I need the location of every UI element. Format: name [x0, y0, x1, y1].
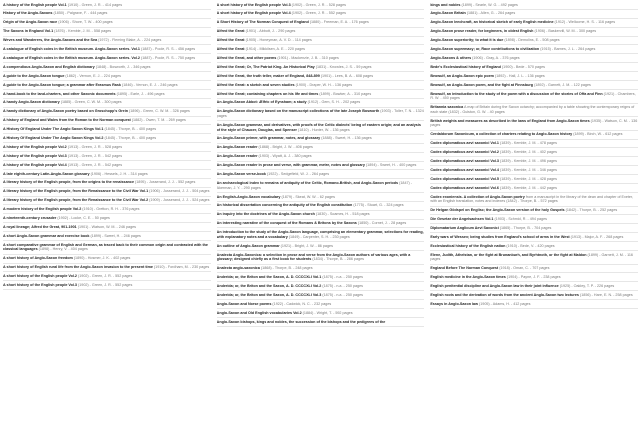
- book-entry[interactable]: [430, 224, 638, 233]
- book-meta: (1910) - Bede, V. - 420 pages: [506, 243, 555, 248]
- book-title-link[interactable]: A short comparative grammar of English and German, as traced back to their common origin and contrasted with the classical languages: [3, 242, 208, 252]
- book-entry[interactable]: [3, 170, 211, 179]
- book-entry[interactable]: [217, 318, 425, 327]
- book-column-right: [430, 1, 638, 441]
- book-meta: (1913) - Major, A. F. - 268 pages: [570, 234, 624, 239]
- book-entry[interactable]: [3, 161, 211, 170]
- book-meta: (1846) - Vernon, E. J. - 246 pages: [121, 82, 178, 87]
- book-title-link[interactable]: A Short History of The Norman Conquest of England: [216, 20, 309, 25]
- book-entry[interactable]: [3, 81, 211, 90]
- book-title-link[interactable]: Anderida; or, the Briton and the Saxon, A. D. CCCCXLI Vol.1: [216, 275, 322, 280]
- book-entry[interactable]: [430, 140, 638, 149]
- book-meta: (1910) - Gretton, R. H. - 376 pages: [82, 207, 140, 212]
- book-entry[interactable]: [3, 152, 211, 161]
- book-title-link[interactable]: An English-Anglo-Saxon vocabulary: [216, 194, 281, 199]
- book-title-link[interactable]: Codex diplomaticus aevi saxonici Vol.5: [430, 176, 499, 181]
- book-title-link[interactable]: A royal lineage; Alfred the Great, 901-1901: [3, 224, 77, 229]
- book-meta: (1856) - Hare, E. N. - 258 pages: [579, 292, 633, 297]
- book-title-link[interactable]: A literary history of the English people, from the Renaissance to the Civil War Vol.2: [3, 198, 149, 203]
- book-title-link[interactable]: Codex diplomaticus aevi saxonici Vol.1: [430, 141, 499, 146]
- book-meta: (1892) - Garnett, J. M. - 122 pages: [534, 82, 591, 87]
- book-entry[interactable]: [430, 157, 638, 166]
- book-entry[interactable]: [217, 99, 425, 108]
- book-entry[interactable]: [217, 162, 425, 171]
- book-title-link[interactable]: Cerdaldorum Saxonicum, a collection of charters relating to Anglo-Saxon history: [430, 132, 573, 137]
- book-entry[interactable]: [217, 251, 425, 265]
- book-meta: (1901) - Lees, B. A. - 608 pages: [320, 73, 374, 78]
- book-title-link[interactable]: Analecta Anglo-Saxonica: a selection in prose and verse from the Anglo-Saxon authors of various ages, with a glossary; designed chiefly as a first book for students: [216, 252, 411, 262]
- book-meta: (1918) - Oman, C. - 707 pages: [499, 266, 550, 271]
- book-entry[interactable]: [430, 242, 638, 251]
- book-entry[interactable]: [430, 207, 638, 216]
- book-meta: (1882) - Owen, T. M. - 269 pages: [131, 118, 186, 123]
- book-entry[interactable]: [3, 28, 211, 37]
- book-meta: (1775) - Stuart, G. - 324 pages: [353, 203, 404, 208]
- book-entry[interactable]: [3, 197, 211, 206]
- book-title-link[interactable]: Anglo-Saxon supremacy; or, Race contributions to civilization: [430, 47, 540, 52]
- book-title-link[interactable]: Elene, Judith, Athelstan, or the fight at Brunanburh, and Byrhtnoth, or the fight at Maldon: [430, 252, 587, 257]
- book-entry[interactable]: [3, 241, 211, 255]
- book-entry[interactable]: [217, 179, 425, 193]
- book-meta: from a manuscript in the library of the dean and chapter of Exeter, with an English translation, notes and indexes (1842) - Thorpe, B. - 572 pages: [430, 194, 634, 204]
- book-meta: (1925) - Oakley, T. P. - 226 pages: [559, 283, 615, 288]
- book-entry[interactable]: [3, 205, 211, 214]
- book-meta: (1902) - Green, J. R. - 528 pages: [291, 2, 346, 7]
- book-meta: (1902) - Green, J. R. - 552 pages: [78, 282, 133, 287]
- book-title-link[interactable]: An Anglo-Saxon grammar, and derivatives, with proofs of the Celtic dialects' being of eastern origin; and an analysis of the style of Chaucer, Douglas, and Spenser: [216, 122, 421, 132]
- book-title-link[interactable]: Bede's Ecclesiastical history of England: [430, 64, 501, 69]
- book-meta: (1899) - Searle, W. G. - 492 pages: [461, 2, 518, 7]
- book-entry[interactable]: [430, 1, 638, 10]
- book-entry[interactable]: [217, 242, 425, 251]
- book-title-link[interactable]: Analecta anglo-saxonica: [216, 266, 260, 271]
- book-title-link[interactable]: England Before The Norman Conquest: [430, 266, 499, 271]
- book-meta: (1890) - Hosmer, J. K. - 402 pages: [73, 256, 131, 261]
- book-title-link[interactable]: Weves and Wanderers, the Anglo-Saxons and the Sea: [3, 38, 98, 43]
- book-meta: (1892) - Hall, J. L. - 136 pages: [494, 73, 545, 78]
- book-entry[interactable]: [430, 166, 638, 175]
- book-title-link[interactable]: Anglo-Saxon prose reader, for beginners, in oldest English: [430, 29, 534, 34]
- book-meta: (1834) - Thorpe, B. - 286 pages: [312, 257, 364, 262]
- book-entry[interactable]: [217, 81, 425, 90]
- book-meta: (1875) - n.a. - 250 pages: [322, 292, 363, 297]
- book-meta: (1901) - Watson, W. M. - 246 pages: [77, 224, 137, 229]
- book-entry[interactable]: [217, 273, 425, 282]
- book-entry[interactable]: [217, 45, 425, 54]
- book-meta: (1906) - Gray, A. - 376 pages: [472, 55, 520, 60]
- book-entry[interactable]: [3, 1, 211, 10]
- book-meta: (1906) - Shore, T. W. - 400 pages: [58, 20, 113, 25]
- book-entry[interactable]: [430, 104, 638, 118]
- book-meta: (1865) - Thorpe, B. - 704 pages: [499, 225, 552, 230]
- book-entry[interactable]: [430, 282, 638, 291]
- book-meta: (1912) - Wellcome, H. S. - 116 pages: [554, 20, 616, 25]
- book-meta: (1875) - n.a. - 250 pages: [322, 283, 363, 288]
- book-entry[interactable]: [3, 19, 211, 28]
- book-entry[interactable]: [217, 28, 425, 37]
- book-title-link[interactable]: Codex diplomaticus aevi saxonici Vol.6: [430, 185, 499, 190]
- book-entry[interactable]: [3, 188, 211, 197]
- book-meta: (1905) - Honeyman, A. V. D. - 114 pages: [245, 38, 312, 43]
- book-entry[interactable]: [3, 108, 211, 117]
- book-title-link[interactable]: Essays in Anglo-Saxon law: [430, 301, 478, 306]
- book-title-link[interactable]: The Saxons in England Vol.1: [3, 29, 54, 34]
- book-title-link[interactable]: A compendious Anglo-Saxon and English dictionary: [3, 64, 95, 69]
- book-entry[interactable]: [430, 175, 638, 184]
- book-entry[interactable]: [3, 54, 211, 63]
- book-entry[interactable]: [217, 54, 425, 63]
- book-entry[interactable]: [217, 135, 425, 144]
- book-title-link[interactable]: An Anglo-Saxon primer, with grammar, notes, and glossary: [216, 136, 321, 141]
- book-entry[interactable]: [430, 251, 638, 265]
- book-entry[interactable]: [217, 37, 425, 46]
- book-entry[interactable]: [217, 19, 425, 28]
- book-meta: (1876) - Kemble, J. M. - 558 pages: [54, 29, 112, 34]
- book-title-link[interactable]: Anderida; or, the Briton and the Saxon, A. D. CCCCXLI Vol.2: [216, 283, 322, 288]
- book-meta: (1839) - Kemble, J. M. - 402 pages: [499, 150, 557, 155]
- book-entry[interactable]: [430, 90, 638, 104]
- book-title-link[interactable]: A hand-book to the land-charters, and other Saxonic documents: [3, 91, 116, 96]
- book-meta: (1901) - Mackenzie, J. B. - 310 pages: [277, 55, 339, 60]
- book-meta: (1842) - Thorpe, B. - 252 pages: [565, 208, 618, 213]
- book-meta: (1935) - Watson, C. M. - 136 pages: [430, 118, 638, 128]
- book-entry[interactable]: [217, 309, 425, 318]
- book-title-link[interactable]: A guide to the Anglo-Saxon tongue; a grammar after Erasmus Rask: [3, 82, 121, 87]
- book-meta: (1850) - Cornet, J. - 28 pages: [357, 221, 407, 226]
- book-title-link[interactable]: An archaeological index to remains of antiquity of the Celtic, Romano-British, and Anglo-Saxon periods: [216, 180, 399, 185]
- book-title-link[interactable]: A guide to the Anglo-Saxon tongue: [3, 73, 65, 78]
- book-meta: (1906) - Jusserand, J. J. - 504 pages: [149, 189, 210, 194]
- book-meta: (1868) - Bright, J. W. - 406 pages: [258, 145, 313, 150]
- book-entry[interactable]: [217, 153, 425, 162]
- book-meta: (1839) - Kemble, J. M. - 346 pages: [499, 167, 557, 172]
- book-meta: (1862) - Vernon, E. J. - 224 pages: [65, 73, 121, 78]
- book-meta: (1898) - Demolins, E. - 508 pages: [504, 38, 560, 43]
- book-meta: (1902) - Green, J. R. - 552 pages: [78, 274, 133, 279]
- book-meta: (1901) - Abbott, J. - 290 pages: [245, 29, 296, 34]
- book-meta: (1884) - Wright, T. - 592 pages: [302, 310, 353, 315]
- book-column-left: [3, 1, 211, 441]
- book-title-link[interactable]: Beowulf, an Anglo-Saxon poem, and the fight at Finnsburg: [430, 82, 534, 87]
- book-title-link[interactable]: Alfred the Great, the truth teller, maker of England, 848-899: [216, 73, 320, 78]
- book-meta: (1915) - Barnes, J. L. - 264 pages: [540, 47, 596, 52]
- book-meta: (1895) - Earle, J. - 496 pages: [116, 91, 165, 96]
- book-entry[interactable]: [3, 99, 211, 108]
- book-meta: (1887) - Poole, R. S. - 456 pages: [140, 47, 196, 52]
- book-meta: (1903) - Toller, T. N. - 1324 pages: [216, 109, 424, 118]
- book-entry[interactable]: [3, 72, 211, 81]
- book-title-link[interactable]: Origin of the Anglo-Saxon race: [3, 20, 58, 25]
- book-title-link[interactable]: A modern history of the English people Vol.2: [3, 207, 82, 212]
- book-title-link[interactable]: Codex diplomaticus aevi saxonici Vol.3: [430, 158, 499, 163]
- book-meta: (1905) - Adams, H. - 412 pages: [478, 301, 531, 306]
- book-entry[interactable]: [430, 184, 638, 193]
- book-title-link[interactable]: A short history of the English people Vol.3: [3, 282, 77, 287]
- book-title-link[interactable]: An Anglo-Saxon reader in prose and verse, with grammar, metre, notes and glossary: [216, 163, 365, 168]
- book-entry[interactable]: [3, 134, 211, 143]
- book-meta: (1896) - Green, C. W. M. - 326 pages: [129, 109, 190, 114]
- book-title-link[interactable]: A short history of English rural life from the Anglo-Saxon invasion to the present time: [3, 265, 153, 270]
- book-entry[interactable]: [430, 148, 638, 157]
- book-title-link[interactable]: A short history of the English people Vol.4: [216, 11, 291, 16]
- book-title-link[interactable]: Alfred the Great: [216, 29, 245, 34]
- book-meta: (1895) - Jusserand, J. J. - 552 pages: [135, 180, 196, 185]
- book-entry[interactable]: [3, 281, 211, 290]
- book-meta: (1879) - Skeat, W. W. - 62 pages: [281, 194, 335, 199]
- book-meta: (1902) - Green, J. R. - 552 pages: [291, 11, 346, 16]
- book-meta: (1849) - Carpenter, S. H. - 230 pages: [288, 234, 350, 239]
- book-entry[interactable]: [430, 215, 638, 224]
- book-meta: (1847) - Akerman, J. Y. - 290 pages: [216, 180, 413, 190]
- book-title-link[interactable]: Die Gesetze der Angelsachsen Vol.1: [430, 217, 494, 221]
- book-entry[interactable]: [217, 220, 425, 229]
- book-meta: (1845) - Thorpe, B. - 400 pages: [104, 127, 157, 132]
- book-meta: (1909) - Jusserand, J. J. - 524 pages: [149, 198, 210, 203]
- book-entry[interactable]: [3, 63, 211, 72]
- book-entry[interactable]: [430, 45, 638, 54]
- book-title-link[interactable]: Alfred the Great: [216, 38, 245, 43]
- book-meta: (1881) - Allen, G. - 264 pages: [466, 11, 516, 16]
- book-entry[interactable]: [430, 291, 638, 300]
- book-entry[interactable]: [3, 90, 211, 99]
- book-title-link[interactable]: English penitential discipline and Anglo-Saxon law in their joint influence: [430, 283, 559, 288]
- book-entry[interactable]: [430, 233, 638, 242]
- book-entry[interactable]: [3, 232, 211, 241]
- book-entry[interactable]: [217, 265, 425, 274]
- book-title-link[interactable]: Alfred the Great; containing chapters on his life and times: [216, 91, 319, 96]
- book-title-link[interactable]: Anglo-Saxon leechcraft, an historical sketch of early English medicine: [430, 20, 554, 25]
- book-meta: (1921) - Bright, J. W. - 86 pages: [280, 243, 333, 248]
- book-title-link[interactable]: Anglo-Saxon and Old English vocabularies Vol.2: [216, 310, 302, 315]
- book-title-link[interactable]: An interesting narrative of the conquest of the Romans & Britons by the Saxons: [216, 221, 357, 226]
- book-title-link[interactable]: British weights and measures as described in the laws of England from Anglo-Saxon times: [430, 118, 590, 123]
- book-meta: (1845) - Thorpe, B. - 400 pages: [104, 135, 157, 140]
- book-title-link[interactable]: An Anglo-Saxon verse-book: [216, 172, 266, 177]
- book-entry[interactable]: [217, 193, 425, 202]
- book-title-link[interactable]: Anglo-Saxons & others: [430, 55, 472, 60]
- book-title-link[interactable]: A short history of the English people Vol.3: [216, 2, 291, 7]
- book-meta: (1875) - n.a. - 250 pages: [322, 275, 363, 280]
- book-meta: (1922) - Sedgefield, W. J. - 264 pages: [266, 172, 330, 177]
- book-title-link[interactable]: Codex diplomaticus aevi saxonici Vol.2: [430, 150, 499, 155]
- book-meta: (1830) - Soames, H. - 518 pages: [315, 212, 370, 217]
- book-entry[interactable]: [217, 144, 425, 153]
- book-title-link[interactable]: A literary history of the English people, from the origins to the renaissance: [3, 180, 134, 185]
- book-title-link[interactable]: A nineteenth-century crusader: [3, 215, 57, 220]
- book-meta: (1880) - Freeman, E. A. - 176 pages: [309, 20, 369, 25]
- book-entry[interactable]: [217, 228, 425, 242]
- book-entry[interactable]: [3, 117, 211, 126]
- book-title-link[interactable]: A handy dictionary of Anglo-Saxon poetry based on Groschopp's Grein: [3, 109, 128, 114]
- book-entry[interactable]: [217, 211, 425, 220]
- book-title-link[interactable]: History of the Anglo-Saxons: [3, 11, 53, 16]
- book-title-link[interactable]: An Anglo-Saxon Abbot: Ælfric of Eynsham; a study: [216, 100, 307, 105]
- book-meta: (1910) - Fordham, M. - 230 pages: [153, 265, 210, 270]
- book-title-link[interactable]: An introduction to the study of the Anglo-Saxon language, comprising an elementary grammar, selections for reading, with explanatory notes and a vocabulary: [216, 230, 424, 239]
- book-title-link[interactable]: Anglo-Saxon superiority; to what it is due: [430, 38, 504, 43]
- book-entry[interactable]: [3, 143, 211, 152]
- book-meta: (1888) - Sweet, H. - 136 pages: [321, 136, 372, 141]
- book-entry[interactable]: [430, 10, 638, 19]
- book-meta: (1910) - Green, J. R. - 414 pages: [67, 2, 123, 7]
- book-title-link[interactable]: A history of the English people Vol.4: [3, 162, 67, 167]
- book-title-link[interactable]: An Anglo-Saxon reader: [216, 154, 258, 159]
- book-title-link[interactable]: A history of England and Wales from the Roman to the Norman conquest: [3, 118, 131, 123]
- book-meta: (1839) - Kemble, J. M. - 428 pages: [499, 176, 557, 181]
- book-entry[interactable]: [430, 63, 638, 72]
- book-title-link[interactable]: De Helgan Gödspel on Englisc; the Anglo-Saxon version of the holy Gospels: [430, 208, 565, 213]
- book-entry[interactable]: [3, 45, 211, 54]
- book-title-link[interactable]: A History Of England Under The Anglo Saxon Kings Vol.1: [3, 127, 104, 132]
- book-title-link[interactable]: Codex exoniensis. A collection of Anglo-Saxon poetry: [430, 194, 525, 199]
- book-title-link[interactable]: Alfred the Great; Or, The Patriot King. An Historical Play: [216, 64, 315, 69]
- book-entry[interactable]: [430, 131, 638, 140]
- book-entry[interactable]: [3, 179, 211, 188]
- book-entry[interactable]: [430, 37, 638, 46]
- book-title-link[interactable]: Alfred the Great: a sketch and seven studies: [216, 82, 295, 87]
- book-title-link[interactable]: Early wars of Wessex; being studies from England's school of arms in the West: [430, 234, 570, 239]
- book-entry[interactable]: [430, 72, 638, 81]
- book-title-link[interactable]: Diplomatarium Anglicum Aevi Saxonici: [430, 225, 499, 230]
- book-entry[interactable]: [3, 255, 211, 264]
- book-entry[interactable]: [217, 1, 425, 10]
- book-meta: A map of Britain during the Saxon octarchy; accompanied by a table showing the contemporary reigns of each state (1832) - Gulston, G. W. - 40 pages: [430, 105, 635, 114]
- book-entry[interactable]: [3, 37, 211, 46]
- book-meta: (1900) - Bede - 570 pages: [501, 64, 545, 69]
- book-entry[interactable]: [217, 63, 425, 72]
- book-entry[interactable]: [217, 300, 425, 309]
- book-entry[interactable]: [430, 273, 638, 282]
- book-meta: (1900) - Draper, W. H. - 136 pages: [295, 82, 353, 87]
- book-entry[interactable]: [217, 72, 425, 81]
- book-title-link[interactable]: Anglo-Saxon bishops, kings and nobles, the succession of the bishops and the pedigrees of the: [216, 319, 386, 324]
- book-meta: (1912) - Gem, S. H. - 202 pages: [307, 100, 361, 105]
- book-column-middle: [217, 1, 425, 441]
- book-title-link[interactable]: A catalogue of English coins in the British museum. Anglo-Saxon series. Vol.1: [3, 47, 140, 52]
- book-title-link[interactable]: An inquiry into the doctrines of the Anglo-Saxon church: [216, 212, 315, 217]
- book-entry[interactable]: [430, 193, 638, 207]
- book-meta: (1902) - Locke, C. E. - 50 pages: [57, 215, 110, 220]
- book-title-link[interactable]: Anderida; or, the Briton and the Saxon, A. D. CCCCXLI Vol.3: [216, 292, 322, 297]
- book-entry[interactable]: [217, 108, 425, 122]
- book-title-link[interactable]: A history of the English people Vol.2: [3, 144, 67, 149]
- book-meta: (1914) - Mikkilsen, A. E. - 220 pages: [245, 47, 306, 52]
- book-entry[interactable]: [3, 272, 211, 281]
- book-entry[interactable]: [430, 19, 638, 28]
- book-entry[interactable]: [217, 10, 425, 19]
- book-title-link[interactable]: Beowulf, an Anglo-Saxon epic poem: [430, 73, 494, 78]
- book-title-link[interactable]: Alfred the Great: [216, 47, 245, 52]
- book-meta: (1868) - Thorpe, B. - 248 pages: [260, 266, 313, 271]
- book-entry[interactable]: [3, 10, 211, 19]
- book-title-link[interactable]: Britannia saxonica: [430, 105, 464, 110]
- book-meta: (1894) - Sweet, H. - 400 pages: [365, 163, 417, 168]
- book-entry[interactable]: [430, 54, 638, 63]
- book-meta: (1913) - Green, J. R. - 542 pages: [67, 162, 123, 167]
- book-meta: (1899) - Garnett, J. M. - 116 pages: [430, 252, 633, 262]
- book-meta: (1906) - Baskervill, W. M. - 300 pages: [534, 29, 597, 34]
- book-meta: (1839) - Kemble, J. M. - 442 pages: [499, 185, 557, 190]
- book-meta: (1913) - Green, J. R. - 528 pages: [67, 144, 123, 149]
- book-entry[interactable]: [3, 223, 211, 232]
- book-title-link[interactable]: A history of the English people Vol.1: [3, 2, 67, 7]
- book-meta: (1903) - Schmid, R. - 494 pages: [494, 217, 547, 221]
- book-meta: (1903) - Wyatt, A. J. - 380 pages: [258, 154, 312, 159]
- book-title-link[interactable]: An historical dissertation concerning the antiquity of the English constitution: [216, 203, 353, 208]
- book-title-link[interactable]: Codex diplomaticus aevi saxonici Vol.4: [430, 167, 499, 172]
- book-entry[interactable]: [430, 300, 638, 309]
- book-entry[interactable]: [430, 81, 638, 90]
- book-meta: (1839) - Kemble, J. M. - 478 pages: [499, 141, 557, 146]
- book-meta: (1898) - Henry, V. - 404 pages: [38, 247, 88, 252]
- book-meta: (1885) - Green, C. W. M. - 300 pages: [60, 100, 122, 105]
- book-title-link[interactable]: English medicine in the Anglo-Saxon times: [430, 275, 506, 280]
- book-meta: (1922) - Cadwick, N. C. - 232 pages: [272, 301, 332, 306]
- book-title-link[interactable]: An Anglo-Saxon reader: [216, 145, 258, 150]
- book-meta: (1839) - Kemble, J. M. - 496 pages: [499, 158, 557, 163]
- book-title-link[interactable]: A short history of the English people Vol.2: [3, 274, 77, 279]
- book-entry[interactable]: [217, 121, 425, 135]
- book-title-link[interactable]: Beowulf, an introduction to the study of the poem with a discussion of the stories of Offa and Finn: [430, 91, 603, 96]
- book-title-link[interactable]: A short history of Anglo-Saxon freedom: [3, 256, 73, 261]
- book-entry[interactable]: [430, 28, 638, 37]
- book-title-link[interactable]: A short Anglo-Saxon grammar and exercise book: [3, 233, 90, 238]
- book-title-link[interactable]: A late eighth-century Latin-Anglo-Saxon glossary: [3, 171, 90, 176]
- book-meta: (1921) - Chambers, R. W. - 450 pages: [430, 91, 636, 101]
- book-entry[interactable]: [3, 214, 211, 223]
- book-meta: (1913) - Green, J. R. - 542 pages: [67, 153, 123, 158]
- book-entry[interactable]: [217, 90, 425, 99]
- book-title-link[interactable]: A handy Anglo-Saxon dictionary: [3, 100, 60, 105]
- book-meta: (1848) - Bosworth, J. - 346 pages: [95, 64, 151, 69]
- book-title-link[interactable]: kings and nobles: [430, 2, 461, 7]
- book-title-link[interactable]: An outline of Anglo-Saxon grammar: [216, 243, 280, 248]
- book-entry[interactable]: [430, 117, 638, 131]
- book-entry[interactable]: [3, 125, 211, 134]
- book-entry[interactable]: [3, 264, 211, 273]
- book-meta: (1850) - Palgrave, F. - 444 pages: [53, 11, 108, 16]
- book-title-link[interactable]: English roots and the derivation of words from the ancient Anglo-Saxon two lectures: [430, 292, 579, 297]
- book-title-link[interactable]: A catalogue of English coins in the British museum. Anglo-Saxon series. Vol.2: [3, 55, 140, 60]
- book-entry[interactable]: [217, 282, 425, 291]
- book-meta: (1831) - Knowles, J. S. - 59 pages: [315, 64, 372, 69]
- book-entry[interactable]: [217, 170, 425, 179]
- book-meta: (1899) - Bowker, A. - 310 pages: [319, 91, 372, 96]
- book-meta: (1972) - Fleming Blake, A. - 224 pages: [98, 38, 162, 43]
- book-meta: (1887) - Poole, R. S. - 750 pages: [140, 55, 196, 60]
- book-title-link[interactable]: Anglo-Saxon and Norse poems: [216, 301, 272, 306]
- book-entry[interactable]: [217, 291, 425, 300]
- book-title-link[interactable]: A literary history of the English people, from the Renaissance to the Civil War Vol.1: [3, 189, 149, 194]
- book-title-link[interactable]: Anglo-Saxon Britain: [430, 11, 466, 16]
- book-entry[interactable]: [430, 265, 638, 274]
- book-title-link[interactable]: A history of the English people Vol.3: [3, 153, 67, 158]
- book-meta: (1904) - Payne, J. F. - 238 pages: [506, 275, 561, 280]
- book-title-link[interactable]: Alfred the Great, and other poems: [216, 55, 277, 60]
- book-meta: (1899) - Sweet, H. - 246 pages: [90, 233, 141, 238]
- book-title-link[interactable]: An Anglo-Saxon dictionary based on the manuscript collections of the late Joseph Bosworth: [216, 109, 380, 114]
- book-meta: (1810) - Hunter, W. - 136 pages: [298, 127, 350, 132]
- book-meta: (1899) - Birch, W. - 612 pages: [573, 132, 623, 137]
- book-meta: (1906) - Hessels, J. H. - 314 pages: [90, 171, 148, 176]
- book-entry[interactable]: [217, 202, 425, 211]
- book-title-link[interactable]: Ecclesiastical history of the English nation: [430, 243, 506, 248]
- book-title-link[interactable]: A History Of England Under The Anglo Saxon Kings Vol.2: [3, 135, 104, 140]
